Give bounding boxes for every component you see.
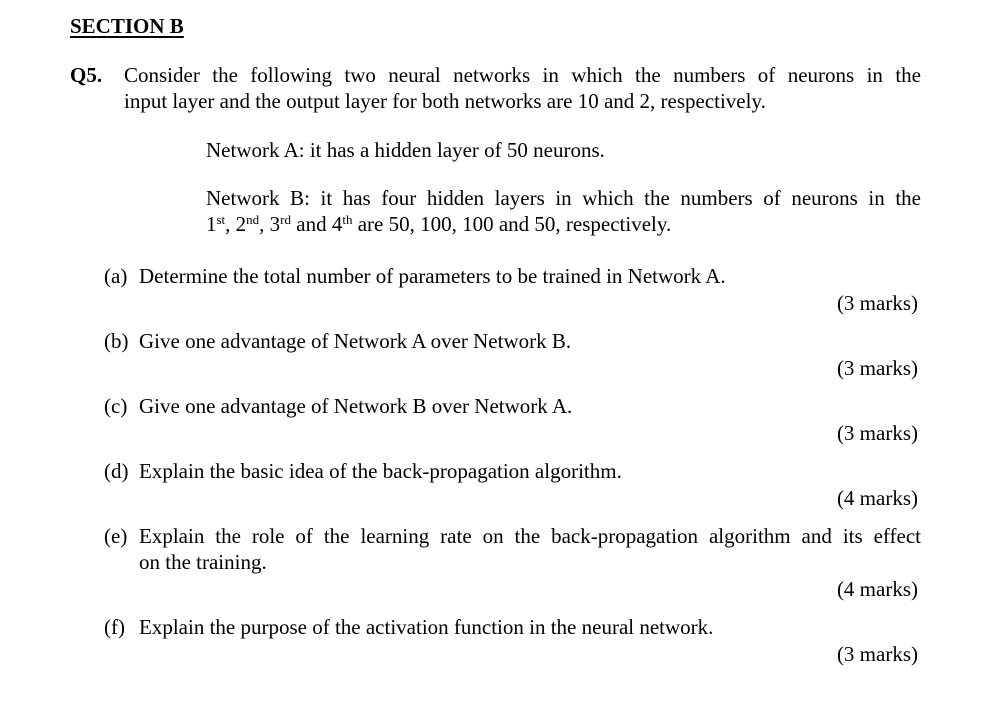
ordinal-1-number: 1 xyxy=(206,212,217,236)
part-d-marks: (4 marks) xyxy=(836,486,918,510)
part-e-label: (e) xyxy=(104,524,128,548)
ordinal-separator-1: , xyxy=(225,212,236,236)
part-b-marks: (3 marks) xyxy=(836,356,918,380)
ordinal-3-suffix: rd xyxy=(280,212,292,227)
part-f-marks: (3 marks) xyxy=(836,642,918,666)
ordinal-separator-2: , xyxy=(259,212,270,236)
ordinal-separator-3: and xyxy=(291,212,332,236)
network-a-description: Network A: it has a hidden layer of 50 neurons. xyxy=(206,138,605,162)
part-f-label: (f) xyxy=(104,615,125,639)
network-b-neuron-counts: are 50, 100, 100 and 50, respectively. xyxy=(352,212,672,236)
part-d-label: (d) xyxy=(104,459,129,483)
ordinal-3-number: 3 xyxy=(269,212,281,236)
question-intro-line1: Consider the following two neural networks in which the numbers of neurons in the xyxy=(124,63,921,87)
part-c-marks: (3 marks) xyxy=(836,421,918,445)
network-b-description-line1: Network B: it has four hidden layers in which the numbers of neurons in the xyxy=(206,186,921,210)
ordinal-4-suffix: th xyxy=(342,212,353,227)
part-e-marks: (4 marks) xyxy=(836,577,918,601)
part-e-text-line2: on the training. xyxy=(139,550,267,574)
network-b-description-line2 xyxy=(206,212,671,237)
ordinal-2-number: 2 xyxy=(235,212,247,236)
part-c-text: Give one advantage of Network B over Network A. xyxy=(139,394,573,418)
ordinal-2-suffix: nd xyxy=(246,212,260,227)
part-e-text-line1: Explain the role of the learning rate on the back-propagation algorithm and its effect xyxy=(139,524,921,548)
ordinal-4-number: 4 xyxy=(331,212,343,236)
question-intro-line2: input layer and the output layer for both networks are 10 and 2, respectively. xyxy=(124,89,766,113)
ordinal-1-suffix: st xyxy=(216,212,226,227)
part-a-marks: (3 marks) xyxy=(836,291,918,315)
part-f-text: Explain the purpose of the activation function in the neural network. xyxy=(139,615,714,639)
part-c-label: (c) xyxy=(104,394,128,418)
part-a-label: (a) xyxy=(104,264,128,288)
part-b-text: Give one advantage of Network A over Network B. xyxy=(139,329,572,353)
section-title: SECTION B xyxy=(70,14,184,38)
part-b-label: (b) xyxy=(104,329,129,353)
part-d-text: Explain the basic idea of the back-propagation algorithm. xyxy=(139,459,622,483)
part-a-text: Determine the total number of parameters to be trained in Network A. xyxy=(139,264,726,288)
question-number: Q5. xyxy=(70,63,103,87)
